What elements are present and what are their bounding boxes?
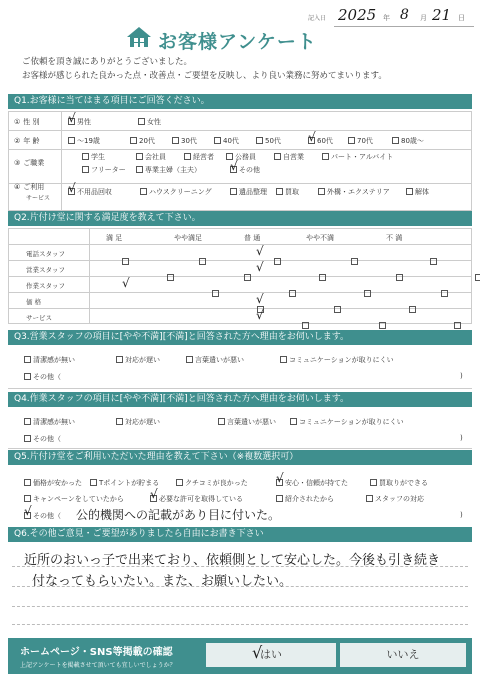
gender-male-check: √ [68, 111, 76, 125]
page-title: お客様アンケート [158, 31, 317, 53]
intro-line-1: ご依頼を頂き誠にありがとうございました。 [22, 57, 193, 67]
date-day-label: 日 [458, 14, 465, 22]
age-30s[interactable]: 30代 [172, 136, 197, 146]
q4-other[interactable]: その他（ [24, 434, 61, 444]
svc-disposal-check: √ [68, 181, 76, 195]
q1-heading: Q1.お客様に当てはまる項目にご回答ください。 [8, 94, 472, 109]
q3-opt-1[interactable]: 清潔感が無い [24, 355, 75, 365]
q5-opt-license[interactable]: 必要な許可を取得している [150, 494, 243, 504]
q4-other-close: ) [460, 434, 463, 442]
age-under19[interactable]: ～19歳 [68, 136, 100, 146]
gender-female[interactable]: 女性 [138, 117, 161, 127]
date-month-label: 月 [420, 14, 427, 22]
q2-checkbox[interactable] [396, 274, 403, 281]
q6-line-1: 近所のおいっ子で出来ており、依頼側として安心した。今後も引き続き [24, 553, 441, 568]
q5-opt-buyback[interactable]: 買取りができる [370, 478, 428, 488]
q2-row-label: 価 格 [26, 298, 42, 306]
occ-self[interactable]: 自営業 [274, 152, 304, 162]
date-year: 2025 [338, 6, 377, 24]
q5-opt-referral[interactable]: 紹介されたから [276, 494, 334, 504]
q5-other-check: √ [24, 504, 32, 518]
gender-male[interactable]: 男性 [68, 117, 91, 127]
date-month: 8 [400, 7, 409, 23]
q2-checkbox[interactable] [379, 322, 386, 329]
svc-buy[interactable]: 買取 [276, 187, 299, 197]
service-label: ④ ご利用 [14, 183, 45, 191]
q2-check-mark: √ [122, 276, 130, 290]
q5-other[interactable]: その他（ [24, 511, 61, 521]
age-80plus[interactable]: 80歳～ [392, 136, 424, 146]
svc-demolition[interactable]: 解体 [406, 187, 429, 197]
q2-col-4: やや不満 [306, 234, 334, 242]
consent-yes-check: √ [252, 643, 263, 662]
q5-opt-tpoint[interactable]: Tポイントが貯まる [90, 478, 159, 488]
q4-opt-3[interactable]: 言葉遣いが悪い [218, 417, 276, 427]
consent-yes[interactable] [206, 643, 336, 667]
age-70s[interactable]: 70代 [348, 136, 373, 146]
occ-homemaker[interactable]: 専業主婦（主夫） [136, 165, 201, 175]
occ-other[interactable]: その他 [230, 165, 260, 175]
q2-checkbox[interactable] [289, 290, 296, 297]
footer-title: ホームページ・SNS等掲載の確認 [20, 647, 173, 658]
age-50s[interactable]: 50代 [256, 136, 281, 146]
q2-col-2: やや満足 [174, 234, 202, 242]
age-20s[interactable]: 20代 [130, 136, 155, 146]
occupation-label: ③ ご職業 [14, 159, 45, 167]
date-label: 記入日 [308, 15, 327, 22]
svc-disposal[interactable]: 不用品回収 [68, 187, 112, 197]
consent-yes-label: はい [260, 648, 282, 661]
q5-opt-trust[interactable]: 安心・信頼が持てた [276, 478, 348, 488]
svc-estate[interactable]: 遺品整理 [230, 187, 267, 197]
q5-opt-price[interactable]: 価格が安かった [24, 478, 82, 488]
q2-row-label: 電話スタッフ [26, 250, 65, 258]
q2-checkbox[interactable] [441, 290, 448, 297]
q2-checkbox[interactable] [409, 306, 416, 313]
q2-checkbox[interactable] [199, 258, 206, 265]
q2-checkbox[interactable] [454, 322, 461, 329]
q2-checkbox[interactable] [351, 258, 358, 265]
q2-col-5: 不 満 [386, 234, 403, 242]
q2-check-mark: √ [256, 292, 264, 306]
q2-checkbox[interactable] [167, 274, 174, 281]
intro-line-2: お客様が感じられた良かった点・改善点・ご要望を反映し、より良い業務に努めてまいります。 [22, 71, 387, 81]
q2-row-label: サービス [26, 314, 52, 322]
date-day: 21 [432, 6, 452, 24]
q3-opt-3[interactable]: 言葉遣いが悪い [186, 355, 244, 365]
q2-row-label: 作業スタッフ [26, 282, 65, 290]
q2-col-1: 満 足 [106, 234, 123, 242]
q5-opt-staff[interactable]: スタッフの対応 [366, 494, 424, 504]
q2-check-mark: √ [256, 260, 264, 274]
q3-opt-2[interactable]: 対応が遅い [116, 355, 160, 365]
q2-checkbox[interactable] [364, 290, 371, 297]
age-60s-check: √ [308, 130, 316, 144]
q2-col-3: 普 通 [244, 234, 261, 242]
q2-checkbox[interactable] [212, 290, 219, 297]
q2-checkbox[interactable] [334, 306, 341, 313]
q2-check-mark: √ [256, 244, 264, 258]
q5-license-check: √ [150, 487, 158, 501]
age-60s[interactable]: 60代 [308, 136, 333, 146]
q5-heading: Q5.片付け堂をご利用いただいた理由を教えて下さい（※複数選択可） [8, 450, 472, 465]
occ-other-check: √ [230, 159, 238, 173]
date-area [308, 6, 476, 28]
occ-civil[interactable]: 公務員 [226, 152, 256, 162]
occ-parttime[interactable]: パート・アルバイト [322, 152, 393, 162]
q4-heading: Q4.作業スタッフの項目に[やや不満][不満]と回答された方へ理由をお伺いします。 [8, 392, 472, 407]
service-label-2: サービス [26, 195, 51, 202]
q5-trust-check: √ [276, 471, 284, 485]
footer-sub: 上記アンケートを掲載させて頂いても宜しいでしょうか？ [20, 662, 176, 669]
q4-opt-2[interactable]: 対応が遅い [116, 417, 160, 427]
consent-no-label: いいえ [386, 648, 420, 661]
q3-opt-4[interactable]: コミュニケーションが取りにくい [280, 355, 394, 365]
q3-heading: Q3.営業スタッフの項目に[やや不満][不満]と回答された方へ理由をお伺いします。 [8, 330, 472, 345]
q6-heading: Q6.その他ご意見・ご要望がありましたら自由にお書き下さい [8, 527, 472, 542]
age-label: ② 年 齢 [14, 137, 40, 145]
q3-other-close: ) [460, 372, 463, 380]
q5-other-text: 公的機関への記載があり目に付いた。 [76, 508, 281, 522]
q2-checkbox[interactable] [319, 274, 326, 281]
q2-checkbox[interactable] [274, 258, 281, 265]
q5-other-close: ) [460, 511, 463, 519]
occ-employee[interactable]: 会社員 [136, 152, 166, 162]
q2-checkbox[interactable] [302, 322, 309, 329]
svc-exterior[interactable]: 外構・エクステリア [318, 187, 390, 197]
q2-check-mark: √ [256, 308, 264, 322]
q2-row-label: 営業スタッフ [26, 266, 65, 274]
q4-opt-1[interactable]: 清潔感が無い [24, 417, 75, 427]
consent-no[interactable] [340, 643, 466, 667]
occ-executive[interactable]: 経営者 [184, 152, 214, 162]
q6-line-2: 付なってもらいたい。また、お願いしたい。 [32, 574, 293, 589]
q2-checkbox[interactable] [475, 274, 480, 281]
q5-opt-campaign[interactable]: キャンペーンをしていたから [24, 494, 124, 504]
q4-opt-4[interactable]: コミュニケーションが取りにくい [290, 417, 404, 427]
q2-checkbox[interactable] [122, 258, 129, 265]
q2-checkbox[interactable] [430, 258, 437, 265]
gender-label: ① 性 別 [14, 118, 40, 126]
date-year-label: 年 [383, 14, 390, 22]
svc-cleaning[interactable]: ハウスクリーニング [140, 187, 212, 197]
q3-other[interactable]: その他（ [24, 372, 61, 382]
house-logo-icon [126, 26, 152, 48]
age-40s[interactable]: 40代 [214, 136, 239, 146]
occ-student[interactable]: 学生 [82, 152, 105, 162]
q5-opt-review[interactable]: クチコミが良かった [176, 478, 248, 488]
q2-checkbox[interactable] [244, 274, 251, 281]
occ-freeter[interactable]: フリーター [82, 165, 126, 175]
q2-heading: Q2.片付け堂に関する満足度を教えて下さい。 [8, 211, 472, 226]
